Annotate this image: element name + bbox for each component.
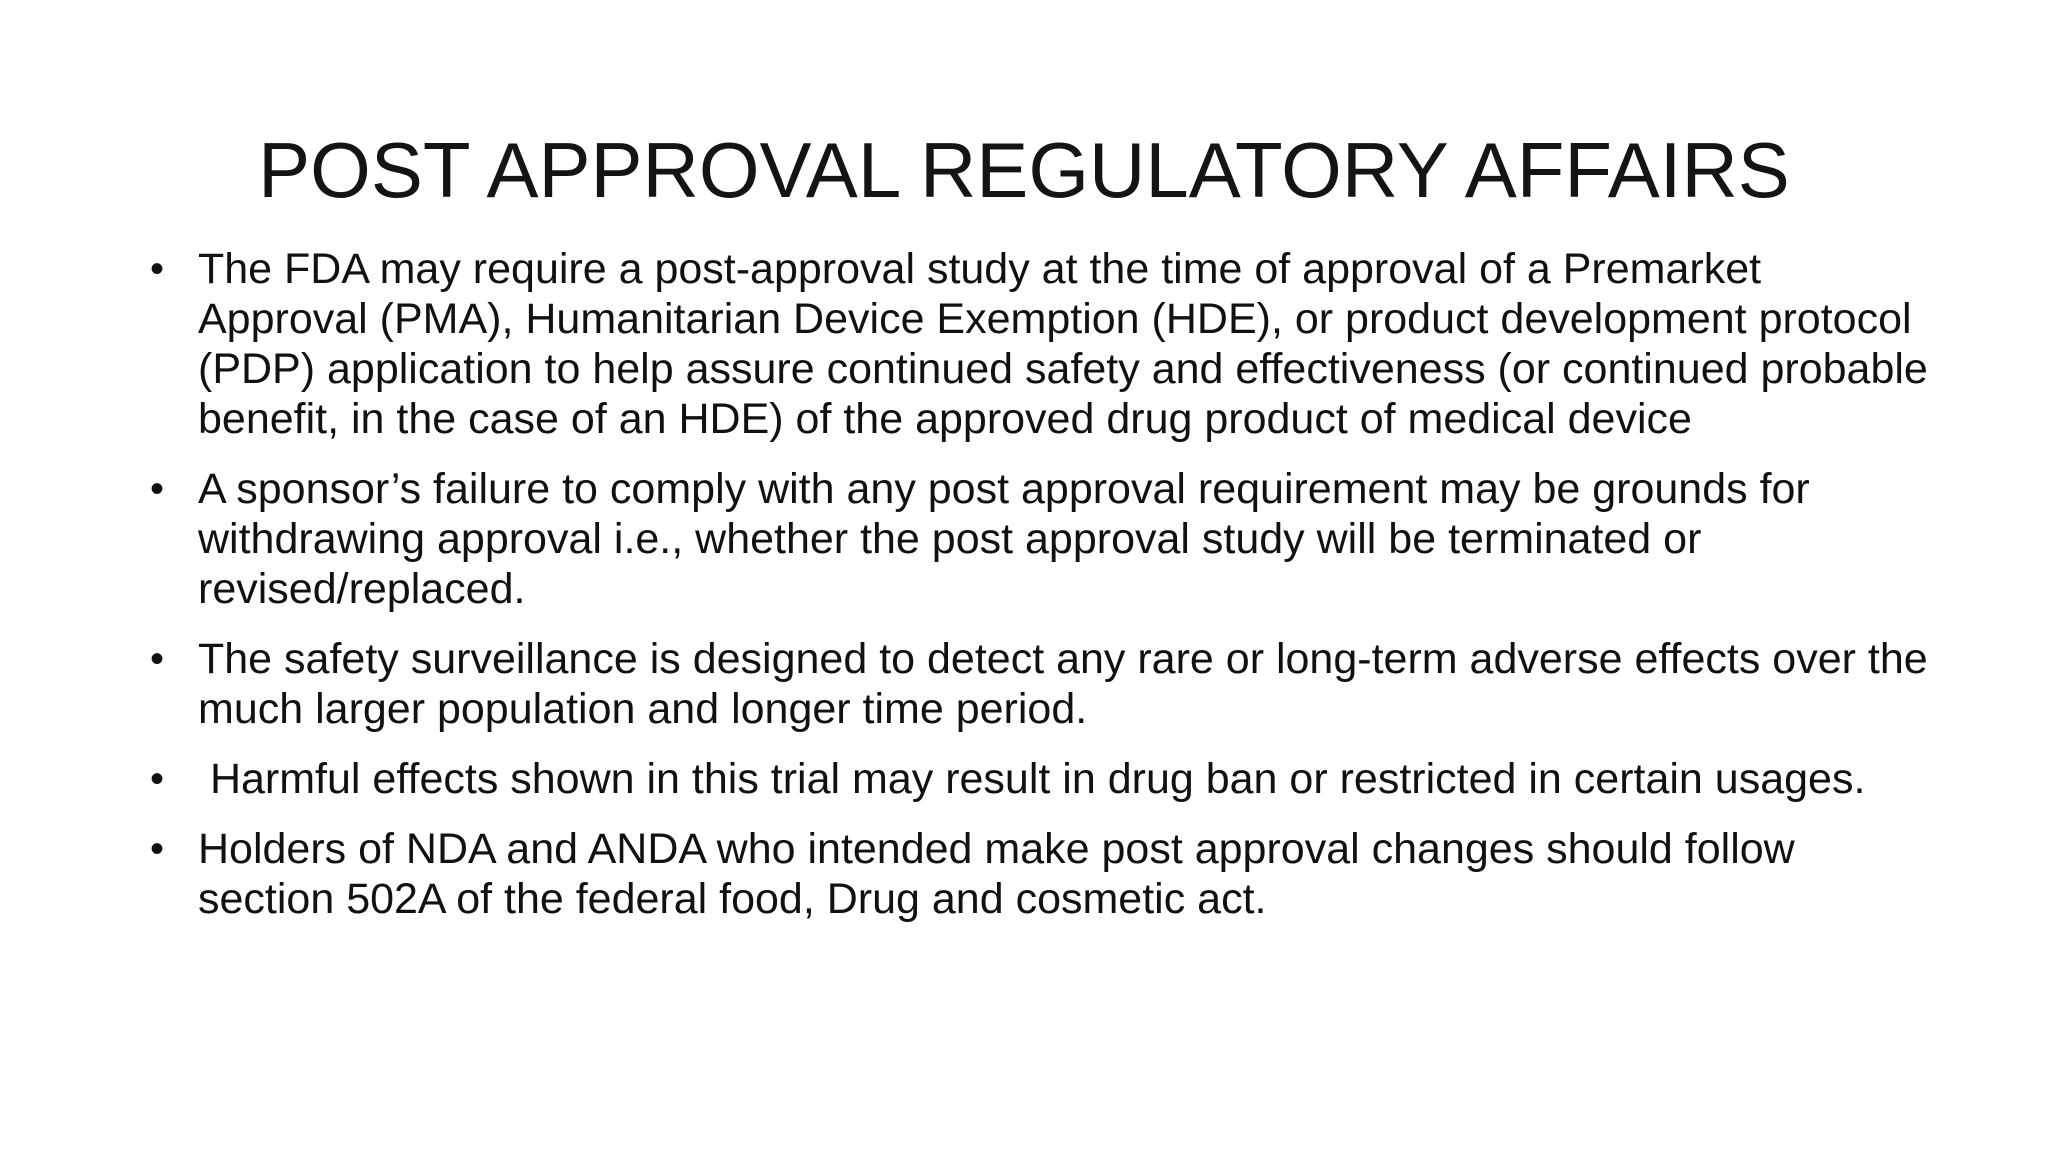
bullet-item (150, 244, 1930, 444)
bullet-list (150, 244, 1930, 944)
bullet-icon: • (150, 757, 165, 801)
bullet-text: The safety surveillance is designed to detect any rare or long-term adverse effects over the much larger population and longer time period. (198, 635, 1928, 733)
bullet-text: A sponsor’s failure to comply with any post approval requirement may be grounds for withdrawing approval i.e., whether the post approval study will be terminated or revised/replaced. (198, 465, 1810, 613)
bullet-item (150, 634, 1930, 734)
bullet-item (150, 754, 1930, 804)
bullet-icon: • (150, 637, 165, 681)
bullet-icon: • (150, 247, 165, 291)
bullet-text: The FDA may require a post-approval study at the time of approval of a Premarket Approval (PMA), Humanitarian Device Exemption (HDE), or product development protocol (PDP) application to help assure continued safety and effectiveness (or continued probable benefit, in the case of an HDE) of the approved drug product of medical device (198, 245, 1928, 443)
slide-title: POST APPROVAL REGULATORY AFFAIRS (258, 126, 1790, 214)
bullet-item (150, 464, 1930, 614)
bullet-text: Holders of NDA and ANDA who intended make post approval changes should follow section 502A of the federal food, Drug and cosmetic act. (198, 825, 1795, 923)
bullet-icon: • (150, 827, 165, 871)
bullet-icon: • (150, 467, 165, 511)
bullet-text: Harmful effects shown in this trial may result in drug ban or restricted in certain usages. (198, 755, 1866, 803)
bullet-item (150, 824, 1930, 924)
